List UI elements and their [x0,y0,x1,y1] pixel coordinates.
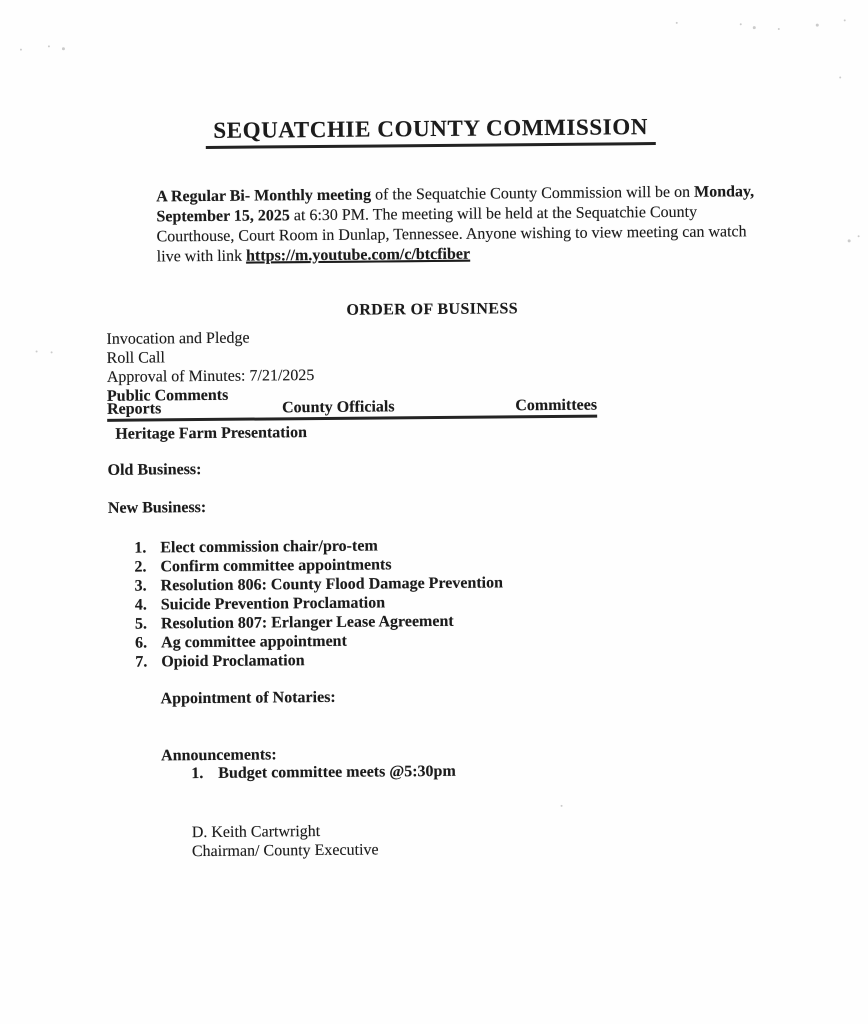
intro-meeting-type: A Regular Bi- Monthly meeting [156,186,372,206]
reports-header-row [107,397,597,422]
agenda-item-public-comments: Public Comments [106,386,229,405]
intro-text-1: of the Sequatchie County Commission will be on [370,183,695,204]
scan-artifact [51,351,53,353]
item-number: 1. [134,539,147,557]
agenda-item-minutes-approval: Approval of Minutes: 7/21/2025 [106,367,315,386]
scan-artifact [48,45,50,47]
item-text: Ag committee appointment [161,632,347,652]
reports-column-label: Reports [107,400,162,418]
signature-name: D. Keith Cartwright [191,823,321,842]
scan-artifact [676,22,678,24]
document-title: SEQUATCHIE COUNTY COMMISSION [205,114,656,149]
new-business-list [134,535,504,671]
item-number: 7. [135,653,148,671]
item-text: Resolution 806: County Flood Damage Prevention [160,574,504,595]
item-number: 4. [134,596,147,614]
scan-artifact [844,19,846,21]
scan-artifact [753,26,756,29]
item-text: Suicide Prevention Proclamation [160,594,386,614]
item-text: Budget committee meets @5:30pm [218,762,456,782]
intro-text-2: at 6:30 PM. The meeting will be held at the Sequatchie County Courthouse, Court Room in Dunlap, Tennessee. Anyone wishing to view meeting can watch live with link [156,203,747,266]
scan-artifact [740,23,742,25]
item-number: 3. [134,577,147,595]
new-business-item-7 [135,649,504,671]
intro-paragraph [156,182,765,267]
committees-column-label: Committees [515,396,598,415]
scan-artifact [62,47,65,50]
agenda-item-invocation: Invocation and Pledge [106,329,250,348]
scan-artifact [36,350,38,352]
signature-block [192,821,379,861]
agenda-list [106,328,314,406]
scan-artifact [816,24,819,27]
scan-artifact [858,235,860,237]
signature-title: Chairman/ County Executive [191,841,379,861]
new-business-heading: New Business: [107,498,207,517]
announcements-heading: Announcements: [161,746,277,765]
notaries-heading: Appointment of Notaries: [160,688,336,708]
county-officials-column-label: County Officials [282,398,395,417]
item-text: Resolution 807: Erlanger Lease Agreement [160,612,454,633]
scan-artifact [848,239,851,242]
order-of-business-heading: ORDER OF BUSINESS [346,300,519,319]
item-number: 6. [135,634,148,652]
agenda-item-roll-call: Roll Call [106,349,165,367]
item-number: 1. [191,765,204,783]
new-business-item-3 [135,573,504,595]
old-business-heading: Old Business: [107,461,202,479]
scan-artifact [839,76,841,78]
item-number: 5. [134,615,148,633]
scan-artifact [20,49,22,51]
new-business-item-5 [135,611,504,633]
scan-artifact [561,805,563,807]
item-text: Opioid Proclamation [161,652,305,671]
scan-artifact [778,28,780,30]
announcement-item-1 [191,763,456,783]
intro-meeting-date: Monday, September 15, 2025 [156,183,755,226]
youtube-link: https://m.youtube.com/c/btcfiber [246,245,471,265]
item-text: Elect commission chair/pro-tem [160,537,378,557]
item-text: Confirm committee appointments [160,556,392,576]
heritage-farm-presentation: Heritage Farm Presentation [115,424,308,443]
title-wrap [0,112,865,151]
item-number: 2. [134,558,147,576]
